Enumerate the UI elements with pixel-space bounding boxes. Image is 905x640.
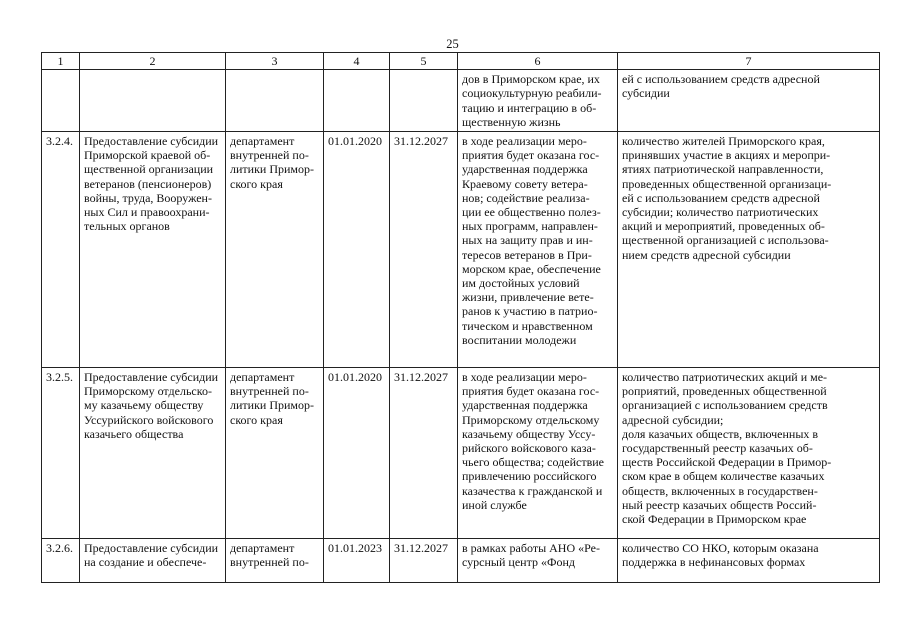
- executor: департамент внутренней по-: [226, 539, 324, 583]
- expected-result: в ходе реализации меро- приятия будет оказана гос- ударственная поддержка Приморскому отдельскому казачьему обществу Уссу- рийского войскового каза- чьего общества; содействие привлечению российского казачества к гражданской и иной службе: [458, 368, 618, 539]
- header-cell: 3: [226, 53, 324, 70]
- expected-result: в ходе реализации меро- приятия будет оказана гос- ударственная поддержка Краевому совету ветера- нов; содействие реализа- ции ее общественно полез- ных программ, направлен- ных на защиту прав и ин- тересов ветеранов в При- морском крае, обеспечение им достойных условий жизни, привлечение вете- ранов к участию в патрио- тическом и нравственном воспитании молодежи: [458, 132, 618, 368]
- executor: департамент внутренней по- литики Примор- ского края: [226, 132, 324, 368]
- end-date: 31.12.2027: [390, 539, 458, 583]
- start-date: 01.01.2020: [324, 132, 390, 368]
- indicator: количество патриотических акций и ме- роприятий, проведенных общественной организацией с использованием средств адресной субсидии; доля казачьих обществ, включенных в государственный реестр казачьих об- ществ Российской Федерации в Примор- ском крае в общем количестве казачьих обществ, включенных в государствен- ный реестр казачьих обществ Россий- ской Федерации в Приморском крае: [618, 368, 880, 539]
- activity-name: Предоставление субсидии на создание и обеспече-: [80, 539, 226, 583]
- header-cell: 2: [80, 53, 226, 70]
- header-cell: 5: [390, 53, 458, 70]
- executor: департамент внутренней по- литики Примор- ского края: [226, 368, 324, 539]
- header-row: [42, 53, 880, 70]
- end-date: 31.12.2027: [390, 132, 458, 368]
- activity-name: Предоставление субсидии Приморскому отдельско- му казачьему обществу Уссурийского войскового казачьего общества: [80, 368, 226, 539]
- row-number: 3.2.4.: [42, 132, 80, 368]
- start-date: 01.01.2023: [324, 539, 390, 583]
- header-cell: 4: [324, 53, 390, 70]
- expected-result: в рамках работы АНО «Ре- сурсный центр «Фонд: [458, 539, 618, 583]
- header-cell: 1: [42, 53, 80, 70]
- expected-result: дов в Приморском крае, их социокультурную реабили- тацию и интеграцию в об- щественную жизнь: [458, 70, 618, 132]
- indicator: количество СО НКО, которым оказана поддержка в нефинансовых формах: [618, 539, 880, 583]
- end-date: [390, 70, 458, 132]
- table-row: [42, 539, 880, 583]
- table-row: [42, 132, 880, 368]
- row-number: 3.2.6.: [42, 539, 80, 583]
- program-table: [41, 52, 880, 583]
- start-date: [324, 70, 390, 132]
- table-row: [42, 70, 880, 132]
- page-number: 25: [446, 37, 459, 51]
- table-row: [42, 368, 880, 539]
- end-date: 31.12.2027: [390, 368, 458, 539]
- start-date: 01.01.2020: [324, 368, 390, 539]
- row-number: 3.2.5.: [42, 368, 80, 539]
- indicator: ей с использованием средств адресной субсидии: [618, 70, 880, 132]
- row-number: [42, 70, 80, 132]
- activity-name: [80, 70, 226, 132]
- header-cell: 7: [618, 53, 880, 70]
- header-cell: 6: [458, 53, 618, 70]
- activity-name: Предоставление субсидии Приморской краевой об- щественной организации ветеранов (пенсионеров) войны, труда, Вооружен- ных Сил и правоохрани- тельных органов: [80, 132, 226, 368]
- indicator: количество жителей Приморского края, принявших участие в акциях и меропри- ятиях патриотической направленности, проведенных общественной организаци- ей с использованием средств адресной субсидии; количество патриотических акций и мероприятий, проведенных об- щественной организацией с использова- нием средств адресной субсидии: [618, 132, 880, 368]
- executor: [226, 70, 324, 132]
